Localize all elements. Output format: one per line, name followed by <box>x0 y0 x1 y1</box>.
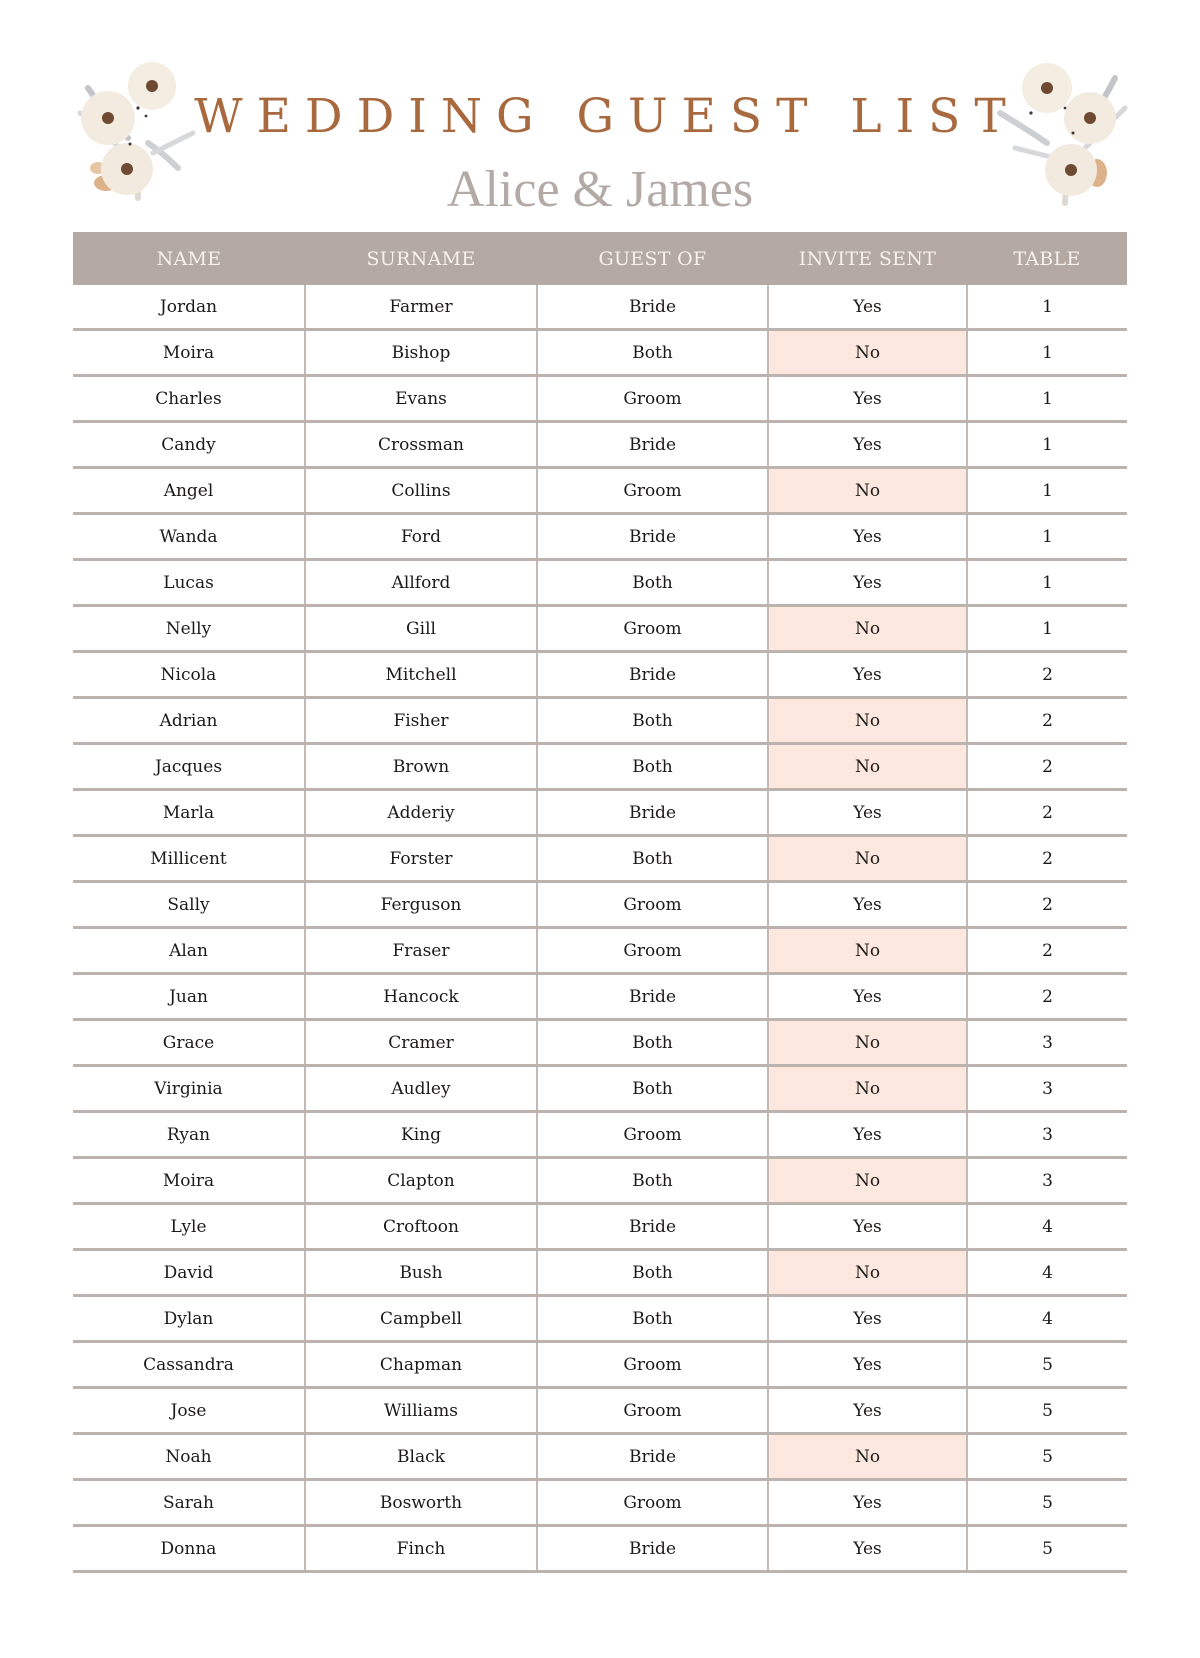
table-row <box>73 560 1127 606</box>
cell-name: Grace <box>73 1020 305 1066</box>
cell-table-number: 1 <box>967 422 1127 468</box>
cell-table-number: 2 <box>967 698 1127 744</box>
table-row <box>73 882 1127 928</box>
table-row <box>73 1066 1127 1112</box>
cell-name: Dylan <box>73 1296 305 1342</box>
cell-surname: Ford <box>305 514 537 560</box>
table-row <box>73 744 1127 790</box>
cell-guest-of: Both <box>537 1158 768 1204</box>
table-row <box>73 468 1127 514</box>
cell-name: Cassandra <box>73 1342 305 1388</box>
cell-table-number: 4 <box>967 1250 1127 1296</box>
cell-guest-of: Groom <box>537 468 768 514</box>
cell-surname: Clapton <box>305 1158 537 1204</box>
cell-name: Sally <box>73 882 305 928</box>
cell-guest-of: Both <box>537 836 768 882</box>
table-row <box>73 330 1127 376</box>
cell-invite-sent: No <box>768 1434 967 1480</box>
cell-table-number: 1 <box>967 514 1127 560</box>
cell-invite-sent: No <box>768 744 967 790</box>
cell-guest-of: Bride <box>537 285 768 330</box>
cell-surname: Cramer <box>305 1020 537 1066</box>
cell-guest-of: Bride <box>537 1526 768 1572</box>
cell-name: Nelly <box>73 606 305 652</box>
table-row <box>73 652 1127 698</box>
cell-guest-of: Both <box>537 560 768 606</box>
cell-surname: Gill <box>305 606 537 652</box>
cell-name: Sarah <box>73 1480 305 1526</box>
cell-invite-sent: Yes <box>768 560 967 606</box>
table-row <box>73 1480 1127 1526</box>
cell-invite-sent: No <box>768 836 967 882</box>
cell-table-number: 5 <box>967 1388 1127 1434</box>
cell-surname: Farmer <box>305 285 537 330</box>
table-row <box>73 1296 1127 1342</box>
cell-invite-sent: Yes <box>768 652 967 698</box>
cell-guest-of: Groom <box>537 606 768 652</box>
cell-guest-of: Both <box>537 1296 768 1342</box>
cell-surname: Williams <box>305 1388 537 1434</box>
cell-name: Candy <box>73 422 305 468</box>
cell-invite-sent: Yes <box>768 974 967 1020</box>
cell-table-number: 3 <box>967 1158 1127 1204</box>
cell-surname: Fisher <box>305 698 537 744</box>
cell-name: Lucas <box>73 560 305 606</box>
cell-surname: Ferguson <box>305 882 537 928</box>
cell-name: Moira <box>73 330 305 376</box>
cell-invite-sent: No <box>768 698 967 744</box>
cell-guest-of: Groom <box>537 1388 768 1434</box>
cell-table-number: 1 <box>967 468 1127 514</box>
cell-table-number: 4 <box>967 1204 1127 1250</box>
cell-table-number: 5 <box>967 1526 1127 1572</box>
cell-name: Angel <box>73 468 305 514</box>
cell-guest-of: Bride <box>537 1204 768 1250</box>
cell-table-number: 3 <box>967 1112 1127 1158</box>
cell-guest-of: Bride <box>537 422 768 468</box>
cell-name: Virginia <box>73 1066 305 1112</box>
table-row <box>73 1020 1127 1066</box>
cell-invite-sent: Yes <box>768 376 967 422</box>
table-row <box>73 606 1127 652</box>
cell-surname: Collins <box>305 468 537 514</box>
cell-surname: Mitchell <box>305 652 537 698</box>
cell-table-number: 4 <box>967 1296 1127 1342</box>
cell-name: Lyle <box>73 1204 305 1250</box>
cell-table-number: 1 <box>967 285 1127 330</box>
cell-table-number: 3 <box>967 1020 1127 1066</box>
cell-name: Adrian <box>73 698 305 744</box>
column-header-invite-sent: INVITE SENT <box>768 232 967 285</box>
cell-surname: Forster <box>305 836 537 882</box>
table-row <box>73 836 1127 882</box>
table-row <box>73 1388 1127 1434</box>
cell-invite-sent: Yes <box>768 1296 967 1342</box>
table-row <box>73 1526 1127 1572</box>
cell-surname: Adderiy <box>305 790 537 836</box>
cell-table-number: 1 <box>967 376 1127 422</box>
cell-guest-of: Bride <box>537 1434 768 1480</box>
cell-guest-of: Groom <box>537 928 768 974</box>
table-row <box>73 1342 1127 1388</box>
cell-surname: Bishop <box>305 330 537 376</box>
cell-guest-of: Both <box>537 744 768 790</box>
cell-name: David <box>73 1250 305 1296</box>
cell-guest-of: Groom <box>537 1480 768 1526</box>
cell-invite-sent: Yes <box>768 1342 967 1388</box>
cell-table-number: 1 <box>967 330 1127 376</box>
cell-table-number: 2 <box>967 790 1127 836</box>
cell-table-number: 5 <box>967 1434 1127 1480</box>
cell-invite-sent: No <box>768 330 967 376</box>
cell-guest-of: Groom <box>537 882 768 928</box>
cell-name: Jordan <box>73 285 305 330</box>
table-row <box>73 422 1127 468</box>
table-row <box>73 928 1127 974</box>
cell-guest-of: Both <box>537 1066 768 1112</box>
cell-surname: Fraser <box>305 928 537 974</box>
cell-invite-sent: No <box>768 606 967 652</box>
cell-invite-sent: Yes <box>768 790 967 836</box>
cell-invite-sent: No <box>768 1066 967 1112</box>
cell-invite-sent: Yes <box>768 285 967 330</box>
column-header-surname: SURNAME <box>305 232 537 285</box>
cell-invite-sent: Yes <box>768 1204 967 1250</box>
cell-invite-sent: Yes <box>768 882 967 928</box>
cell-table-number: 2 <box>967 882 1127 928</box>
cell-name: Marla <box>73 790 305 836</box>
cell-guest-of: Both <box>537 1250 768 1296</box>
cell-surname: Black <box>305 1434 537 1480</box>
column-header-table: TABLE <box>967 232 1127 285</box>
cell-surname: Audley <box>305 1066 537 1112</box>
cell-invite-sent: No <box>768 1250 967 1296</box>
cell-table-number: 2 <box>967 744 1127 790</box>
cell-guest-of: Groom <box>537 1112 768 1158</box>
cell-surname: Allford <box>305 560 537 606</box>
cell-name: Charles <box>73 376 305 422</box>
cell-name: Alan <box>73 928 305 974</box>
couple-names: Alice & James <box>446 161 754 218</box>
cell-invite-sent: Yes <box>768 1112 967 1158</box>
cell-table-number: 5 <box>967 1480 1127 1526</box>
cell-guest-of: Bride <box>537 974 768 1020</box>
cell-table-number: 1 <box>967 606 1127 652</box>
cell-surname: Evans <box>305 376 537 422</box>
cell-invite-sent: Yes <box>768 1526 967 1572</box>
cell-surname: Chapman <box>305 1342 537 1388</box>
cell-invite-sent: Yes <box>768 422 967 468</box>
cell-table-number: 5 <box>967 1342 1127 1388</box>
cell-surname: King <box>305 1112 537 1158</box>
cell-surname: Brown <box>305 744 537 790</box>
column-header-guest-of: GUEST OF <box>537 232 768 285</box>
cell-surname: Crossman <box>305 422 537 468</box>
cell-invite-sent: Yes <box>768 1480 967 1526</box>
cell-surname: Bush <box>305 1250 537 1296</box>
cell-table-number: 1 <box>967 560 1127 606</box>
cell-surname: Campbell <box>305 1296 537 1342</box>
cell-table-number: 2 <box>967 928 1127 974</box>
cell-invite-sent: No <box>768 928 967 974</box>
cell-invite-sent: No <box>768 468 967 514</box>
cell-name: Ryan <box>73 1112 305 1158</box>
table-row <box>73 1158 1127 1204</box>
table-row <box>73 1204 1127 1250</box>
table-row <box>73 514 1127 560</box>
cell-invite-sent: Yes <box>768 514 967 560</box>
cell-guest-of: Bride <box>537 652 768 698</box>
cell-surname: Croftoon <box>305 1204 537 1250</box>
cell-surname: Hancock <box>305 974 537 1020</box>
cell-invite-sent: No <box>768 1020 967 1066</box>
table-row <box>73 1434 1127 1480</box>
table-row <box>73 376 1127 422</box>
cell-name: Moira <box>73 1158 305 1204</box>
table-row <box>73 1250 1127 1296</box>
cell-table-number: 2 <box>967 836 1127 882</box>
cell-surname: Finch <box>305 1526 537 1572</box>
cell-surname: Bosworth <box>305 1480 537 1526</box>
cell-name: Donna <box>73 1526 305 1572</box>
cell-invite-sent: No <box>768 1158 967 1204</box>
cell-guest-of: Both <box>537 330 768 376</box>
cell-guest-of: Groom <box>537 1342 768 1388</box>
guest-list-table <box>73 232 1127 1573</box>
cell-guest-of: Bride <box>537 514 768 560</box>
cell-table-number: 3 <box>967 1066 1127 1112</box>
cell-table-number: 2 <box>967 652 1127 698</box>
cell-name: Juan <box>73 974 305 1020</box>
cell-name: Millicent <box>73 836 305 882</box>
cell-name: Noah <box>73 1434 305 1480</box>
cell-guest-of: Groom <box>537 376 768 422</box>
cell-name: Jacques <box>73 744 305 790</box>
cell-guest-of: Bride <box>537 790 768 836</box>
table-header-row <box>73 232 1127 285</box>
cell-guest-of: Both <box>537 1020 768 1066</box>
cell-name: Nicola <box>73 652 305 698</box>
cell-table-number: 2 <box>967 974 1127 1020</box>
table-row <box>73 285 1127 330</box>
column-header-name: NAME <box>73 232 305 285</box>
table-row <box>73 974 1127 1020</box>
cell-name: Wanda <box>73 514 305 560</box>
page-title: WEDDING GUEST LIST <box>194 89 1020 144</box>
table-row <box>73 698 1127 744</box>
cell-guest-of: Both <box>537 698 768 744</box>
cell-invite-sent: Yes <box>768 1388 967 1434</box>
table-row <box>73 790 1127 836</box>
cell-name: Jose <box>73 1388 305 1434</box>
table-row <box>73 1112 1127 1158</box>
